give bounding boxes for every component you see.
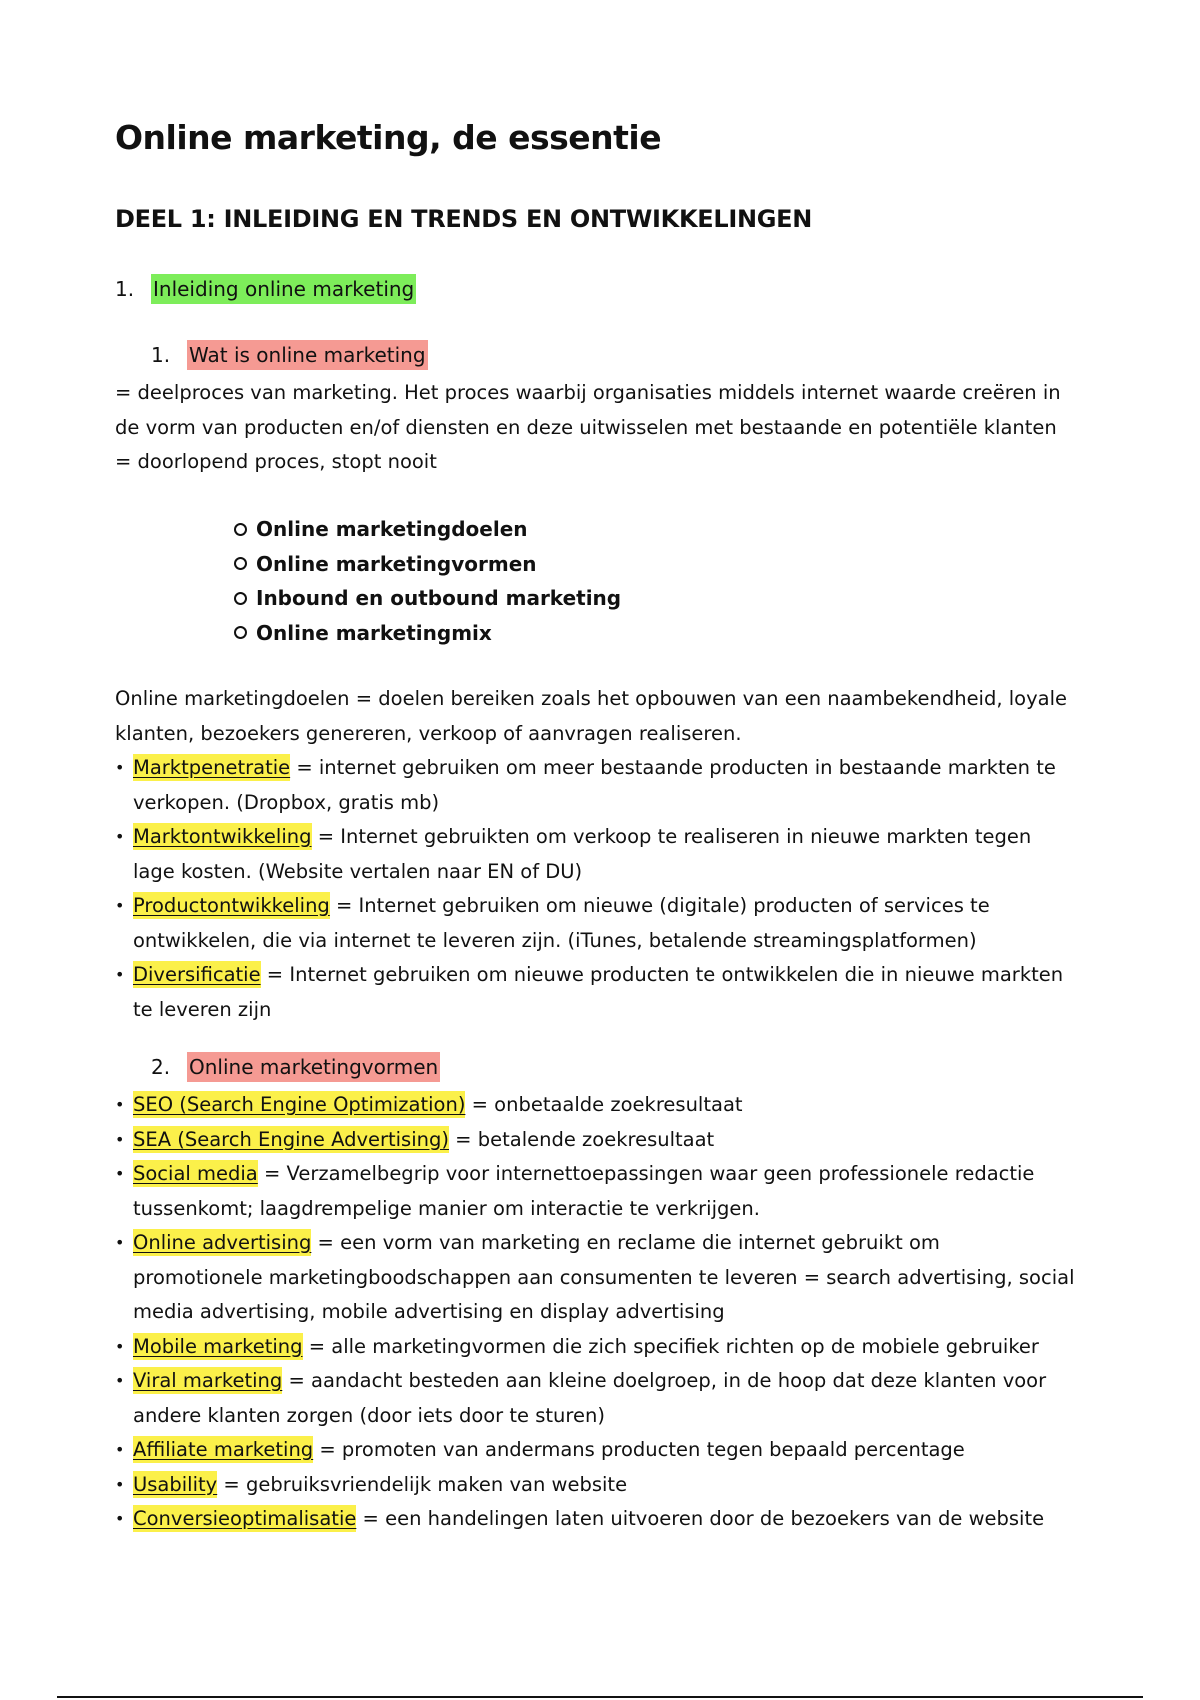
list-item: • Marktontwikkeling = Internet gebruikten om verkoop te realiseren in nieuwe markten tegen lage kosten. (Website vertalen naar EN of DU) [115,820,1075,889]
term: Marktpenetratie [133,756,291,779]
goals-list [115,751,1075,1027]
bullet-icon: • [115,758,125,777]
subsection-label: Online marketingvormen [187,1052,440,1082]
intro-paragraph: = deelproces van marketing. Het proces waarbij organisaties middels internet waarde creëren in de vorm van producten en/of diensten en deze uitwisselen met bestaande en potentiële klanten = doorlopend proces, stopt nooit [115,381,1061,473]
section-label: Inleiding online marketing [151,274,416,304]
term: SEO (Search Engine Optimization) [133,1093,466,1116]
topic-item: Online marketingmix [234,616,621,651]
topic-item: Inbound en outbound marketing [234,581,621,616]
list-item: • Usability = gebruiksvriendelijk maken van website [115,1468,1075,1503]
bullet-icon: • [115,896,125,915]
page-title: Online marketing, de essentie [115,118,662,157]
term: Viral marketing [133,1369,283,1392]
list-item: • Online advertising = een vorm van marketing en reclame die internet gebruikt om promotionele marketingboodschappen aan consumenten te leveren = search advertising, social media advertising, mobile advertising en display advertising [115,1226,1075,1330]
bullet-icon: • [115,1233,125,1252]
section-number: 1. [115,277,135,301]
term: Usability [133,1472,218,1496]
term: Affiliate marketing [133,1438,314,1461]
part-heading: DEEL 1: INLEIDING EN TRENDS EN ONTWIKKELINGEN [115,205,813,233]
bullet-icon: • [115,1129,125,1149]
term: Social media [133,1162,258,1185]
bullet-icon: • [115,965,125,984]
circle-bullet-icon [234,523,247,536]
term: Mobile marketing [133,1334,303,1358]
topics-list [234,512,621,650]
subsection-heading-1 [151,343,428,367]
list-item: • Viral marketing = aandacht besteden aan kleine doelgroep, in de hoop dat deze klanten voor andere klanten zorgen (door iets door te sturen) [115,1364,1075,1433]
forms-list [115,1088,1075,1537]
term: Productontwikkeling [133,894,330,917]
bullet-icon: • [115,1336,125,1356]
goals-paragraph: Online marketingdoelen = doelen bereiken zoals het opbouwen van een naambekendheid, loyale klanten, bezoekers genereren, verkoop of aanvragen realiseren. [115,687,1068,745]
list-item: • Social media = Verzamelbegrip voor internettoepassingen waar geen professionele redactie tussenkomt; laagdrempelige manier om interactie te verkrijgen. [115,1157,1075,1226]
circle-bullet-icon [234,557,247,570]
bullet-icon: • [115,1474,125,1494]
bullet-icon: • [115,1509,125,1528]
subsection-number: 1. [151,343,171,367]
bullet-icon: • [115,1371,125,1390]
subsection-number: 2. [151,1055,171,1079]
subsection-heading-2 [151,1055,440,1079]
list-item: • Diversificatie = Internet gebruiken om nieuwe producten te ontwikkelen die in nieuwe markten te leveren zijn [115,958,1075,1027]
list-item: • Productontwikkeling = Internet gebruiken om nieuwe (digitale) producten of services te ontwikkelen, die via internet te leveren zijn. (iTunes, betalende streamingsplatformen) [115,889,1075,958]
term: Online advertising [133,1231,312,1254]
term: Diversificatie [133,963,261,986]
term: Marktontwikkeling [133,825,312,848]
bullet-icon: • [115,827,125,846]
term: SEA (Search Engine Advertising) [133,1127,449,1151]
list-item: • Mobile marketing = alle marketingvormen die zich specifiek richten op de mobiele gebruiker [115,1330,1075,1365]
bullet-icon: • [115,1164,125,1183]
list-item: • Marktpenetratie = internet gebruiken om meer bestaande producten in bestaande markten te verkopen. (Dropbox, gratis mb) [115,751,1075,820]
term: Conversieoptimalisatie [133,1507,357,1530]
topic-item: Online marketingvormen [234,547,621,582]
list-item: • SEA (Search Engine Advertising) = betalende zoekresultaat [115,1123,1075,1158]
section-heading-1 [115,277,416,301]
topic-item: Online marketingdoelen [234,512,621,547]
subsection-label: Wat is online marketing [187,340,428,370]
circle-bullet-icon [234,626,247,639]
list-item: • Conversieoptimalisatie = een handelingen laten uitvoeren door de bezoekers van de website [115,1502,1075,1537]
circle-bullet-icon [234,592,247,605]
page-bottom-rule [57,1696,1143,1698]
list-item: • SEO (Search Engine Optimization) = onbetaalde zoekresultaat [115,1088,1075,1123]
list-item: • Affiliate marketing = promoten van andermans producten tegen bepaald percentage [115,1433,1075,1468]
bullet-icon: • [115,1440,125,1459]
bullet-icon: • [115,1095,125,1114]
